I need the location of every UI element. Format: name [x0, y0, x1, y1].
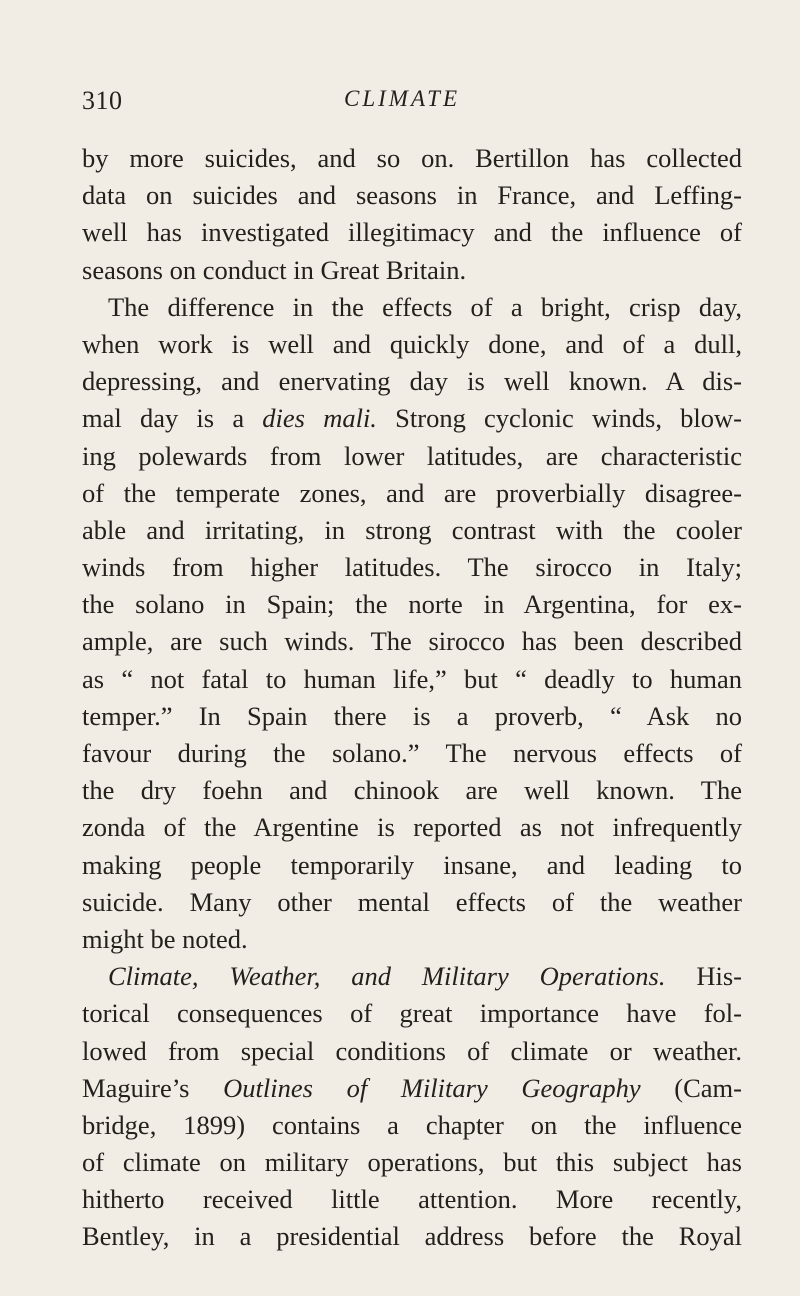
text-line: hitherto received little attention. More recently,: [82, 1184, 742, 1215]
text-line: temper.” In Spain there is a proverb, “ Ask no: [82, 700, 742, 731]
text-line: seasons on conduct in Great Britain.: [82, 254, 467, 285]
text-line: winds from higher latitudes. The sirocco in Italy;: [82, 552, 742, 583]
text-line: as “ not fatal to human life,” but “ deadly to human: [82, 663, 742, 694]
text-line: lowed from special conditions of climate or weather.: [82, 1035, 742, 1066]
italic-title: Outlines of Military Geography: [223, 1072, 641, 1103]
text-fragment: (Cam-: [640, 1072, 742, 1103]
text-line: by more suicides, and so on. Bertillon has collected: [82, 143, 742, 173]
text-line: depressing, and enervating day is well known. A dis-: [82, 366, 742, 397]
text-line: bridge, 1899) contains a chapter on the influence: [82, 1109, 742, 1140]
text-fragment: mal day is a: [82, 403, 263, 434]
text-line: ample, are such winds. The sirocco has been described: [82, 626, 742, 657]
text-line: data on suicides and seasons in France, and Leffing-: [82, 180, 742, 211]
page-header: [82, 86, 742, 120]
text-line: zonda of the Argentine is reported as not infrequently: [82, 812, 742, 843]
text-line: the solano in Spain; the norte in Argentina, for ex-: [82, 589, 742, 620]
text-line: [82, 400, 742, 437]
page-number: 310: [82, 86, 123, 115]
text-line: of the temperate zones, and are proverbially disagree-: [82, 477, 742, 508]
text-line: of climate on military operations, but this subject has: [82, 1147, 742, 1178]
text-line: favour during the solano.” The nervous effects of: [82, 738, 742, 768]
text-line: The difference in the effects of a bright, crisp day,: [108, 291, 742, 322]
body-text: [82, 140, 742, 1256]
running-head: CLIMATE: [344, 86, 460, 111]
text-line: making people temporarily insane, and leading to: [82, 849, 742, 880]
text-line: [82, 958, 742, 995]
text-line: well has investigated illegitimacy and the influence of: [82, 217, 742, 248]
text-line: [82, 1070, 742, 1107]
text-line: torical consequences of great importance have fol-: [82, 998, 742, 1029]
italic-heading: Climate, Weather, and Military Operations.: [108, 961, 666, 992]
text-line: suicide. Many other mental effects of the weather: [82, 886, 742, 917]
text-line: ing polewards from lower latitudes, are characteristic: [82, 440, 742, 471]
text-line: Bentley, in a presidential address before the Royal: [82, 1221, 742, 1252]
text-line: might be noted.: [82, 923, 248, 954]
text-fragment: Strong cyclonic winds, blow-: [376, 403, 742, 434]
text-line: able and irritating, in strong contrast with the cooler: [82, 514, 742, 545]
italic-phrase: dies mali.: [262, 403, 377, 434]
text-line: when work is well and quickly done, and of a dull,: [82, 328, 742, 359]
text-fragment: Maguire’s: [82, 1072, 224, 1103]
text-fragment: His-: [665, 961, 742, 992]
text-line: the dry foehn and chinook are well known. The: [82, 775, 742, 806]
